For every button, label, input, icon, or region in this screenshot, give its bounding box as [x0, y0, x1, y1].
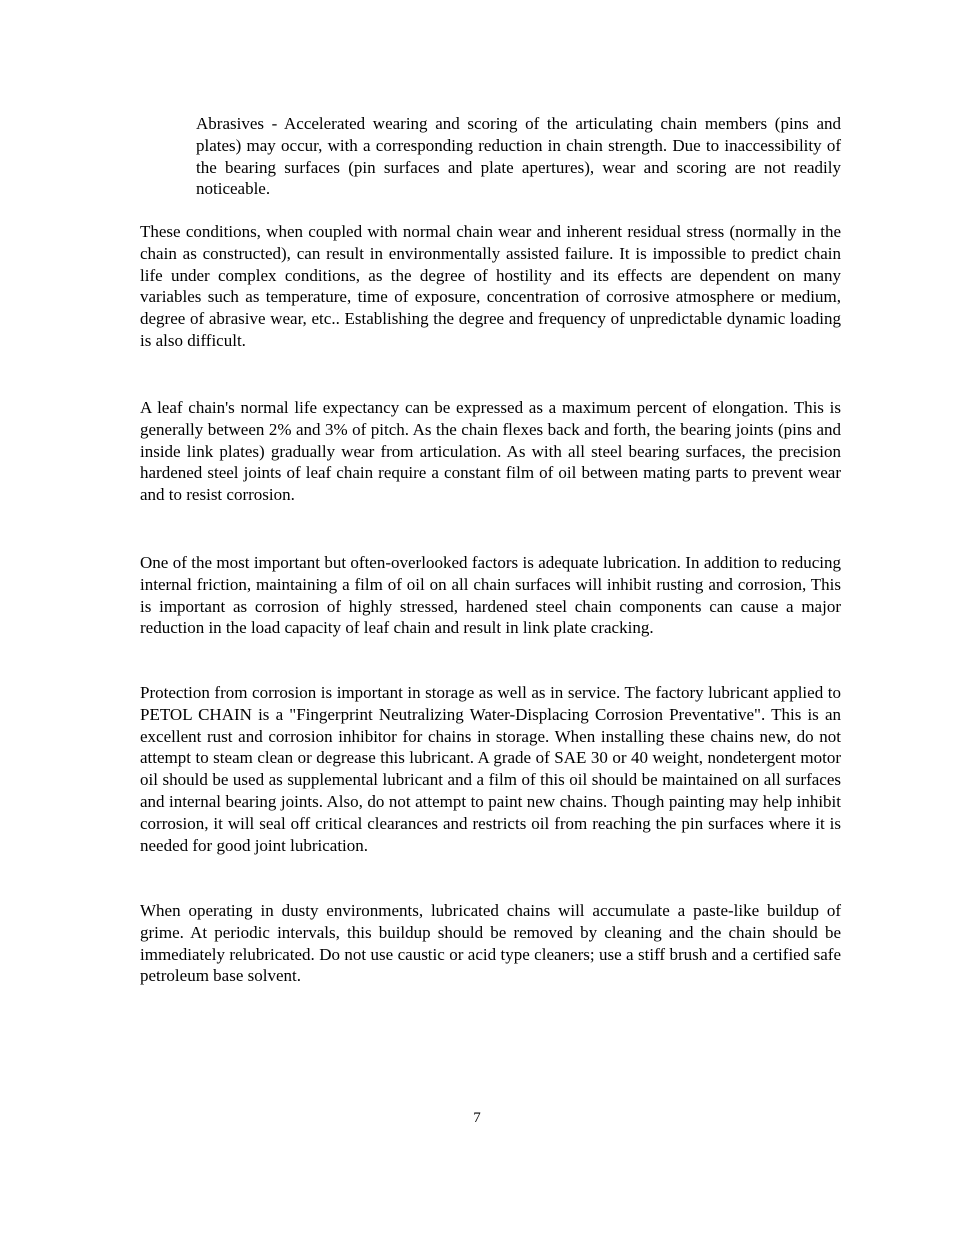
paragraph-conditions: These conditions, when coupled with normal chain wear and inherent residual stress (normally in the chain as constructed), can result in environmentally assisted failure. It is impossible to predict chain life under complex conditions, as the degree of hostility and its effects are dependent on many variables such as temperature, time of exposure, concentration of corrosive atmosphere or medium, degree of abrasive wear, etc.. Establishing the degree and frequency of unpredictable dynamic loading is also difficult.: [140, 222, 841, 350]
paragraph-life-expectancy: A leaf chain's normal life expectancy can be expressed as a maximum percent of elongation. This is generally between 2% and 3% of pitch. As the chain flexes back and forth, the bearing joints (pins and inside link plates) gradually wear from articulation. As with all steel bearing surfaces, the precision hardened steel joints of leaf chain require a constant film of oil between mating parts to prevent wear and to resist corrosion.: [140, 398, 841, 505]
page-number: 7: [473, 1110, 481, 1126]
paragraph-protection: Protection from corrosion is important in storage as well as in service. The factory lubricant applied to PETOL CHAIN is a "Fingerprint Neutralizing Water-Displacing Corrosion Preventative". This is an excellent rust and corrosion inhibitor for chains in storage. When installing these chains new, do not attempt to steam clean or degrease this lubricant. A grade of SAE 30 or 40 weight, nondetergent motor oil should be used as supplemental lubricant and a film of this oil should be maintained on all surfaces and internal bearing joints. Also, do not attempt to paint new chains. Though painting may help inhibit corrosion, it will seal off critical clearances and restricts oil from reaching the pin surfaces where it is needed for good joint lubrication.: [140, 683, 841, 855]
paragraph-dusty-environments: When operating in dusty environments, lubricated chains will accumulate a paste-like buildup of grime. At periodic intervals, this buildup should be removed by cleaning and the chain should be immediately relubricated. Do not use caustic or acid type cleaners; use a stiff brush and a certified safe petroleum base solvent.: [140, 901, 841, 986]
paragraph-lubrication: One of the most important but often-overlooked factors is adequate lubrication. In addition to reducing internal friction, maintaining a film of oil on all chain surfaces will inhibit rusting and corrosion, This is important as corrosion of highly stressed, hardened steel chain components can cause a major reduction in the load capacity of leaf chain and result in link plate cracking.: [140, 553, 841, 638]
paragraph-abrasives: Abrasives - Accelerated wearing and scoring of the articulating chain members (pins and plates) may occur, with a corresponding reduction in chain strength. Due to inaccessibility of the bearing surfaces (pin surfaces and plate apertures), wear and scoring are not readily noticeable.: [196, 114, 841, 199]
